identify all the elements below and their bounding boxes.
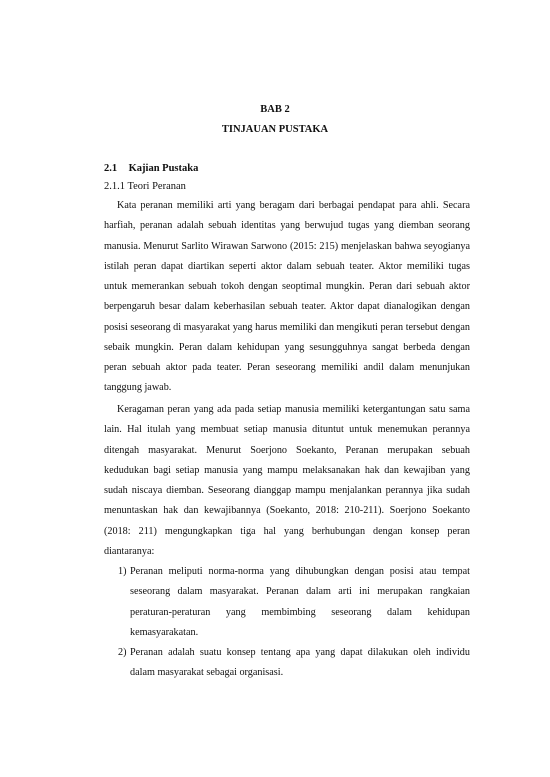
subsection-number: 2.1.1 [104,181,125,192]
chapter-title: TINJAUAN PUSTAKA [221,124,329,135]
section-title: Kajian Pustaka [128,163,199,174]
paragraph-text: Kata peranan memiliki arti yang beragam dari berbagai pendapat para ahli. Secara harfiah, peranan adalah sebuah identitas yang berwujud tugas yang diemban seorang manusia. Menurut Sarlito Wirawan Sarwono (2015: 215) menjelaskan bahwa seyogianya istilah peran dapat diartikan seperti aktor dalam sebuah teater. Aktor memiliki tugas untuk memerankan sebuah tokoh dengan seoptimal mungkin. Peran dari sebuah aktor berpengaruh besar dalam keberhasilan sebuah teater. Aktor dapat dianalogikan dengan posisi seseorang di masyarakat yang harus memiliki dan mengikuti peran tersebut dengan sebaik mungkin. Peran dalam kehidupan yang sesungguhnya sangat berbeda dengan peran sebuah aktor pada teater. Peran seseorang memiliki andil dalam menunjukan tanggung jawab. [104,200,470,394]
list-item-text: Peranan adalah suatu konsep tentang apa yang dapat dilakukan oleh individu dalam masyarakat sebagai organisasi. [130,647,470,679]
list-item-text: Peranan meliputi norma-norma yang dihubungkan dengan posisi atau tempat seseorang dalam masyarakat. Peranan dalam arti ini merupakan rangkaian peraturan-peraturan yang membimbing seseorang dalam kehidupan kemasyarakatan. [130,566,470,638]
list-marker: 2) [118,647,127,658]
subsection-title: Teori Peranan [127,181,186,192]
paragraph-text: Keragaman peran yang ada pada setiap manusia memiliki ketergantungan satu sama lain. Hal itulah yang membuat setiap manusia dituntut untuk menemukan perannya ditengah masyarakat. Menurut Soerjono Soekanto, Peranan merupakan sebuah kedudukan bagi setiap manusia yang mampu melaksanakan hak dan kewajiban yang sudah niscaya diemban. Seseorang dianggap mampu menjalankan perannya jika sudah menuntaskan hak dan kewajibannya (Soekanto, 2018: 210-211). Soerjono Soekanto (2018: 211) mengungkapkan tiga hal yang berhubungan dengan konsep peran diantaranya: [104,404,470,557]
section-heading [104,163,198,175]
subsection-heading [104,181,186,193]
numbered-list [104,562,470,684]
chapter-label: BAB 2 [260,104,290,115]
paragraph-2 [104,400,470,562]
list-marker: 1) [118,566,127,577]
list-item [104,562,470,643]
section-number: 2.1 [104,163,118,174]
paragraph-1 [104,196,470,399]
list-item [104,643,470,684]
